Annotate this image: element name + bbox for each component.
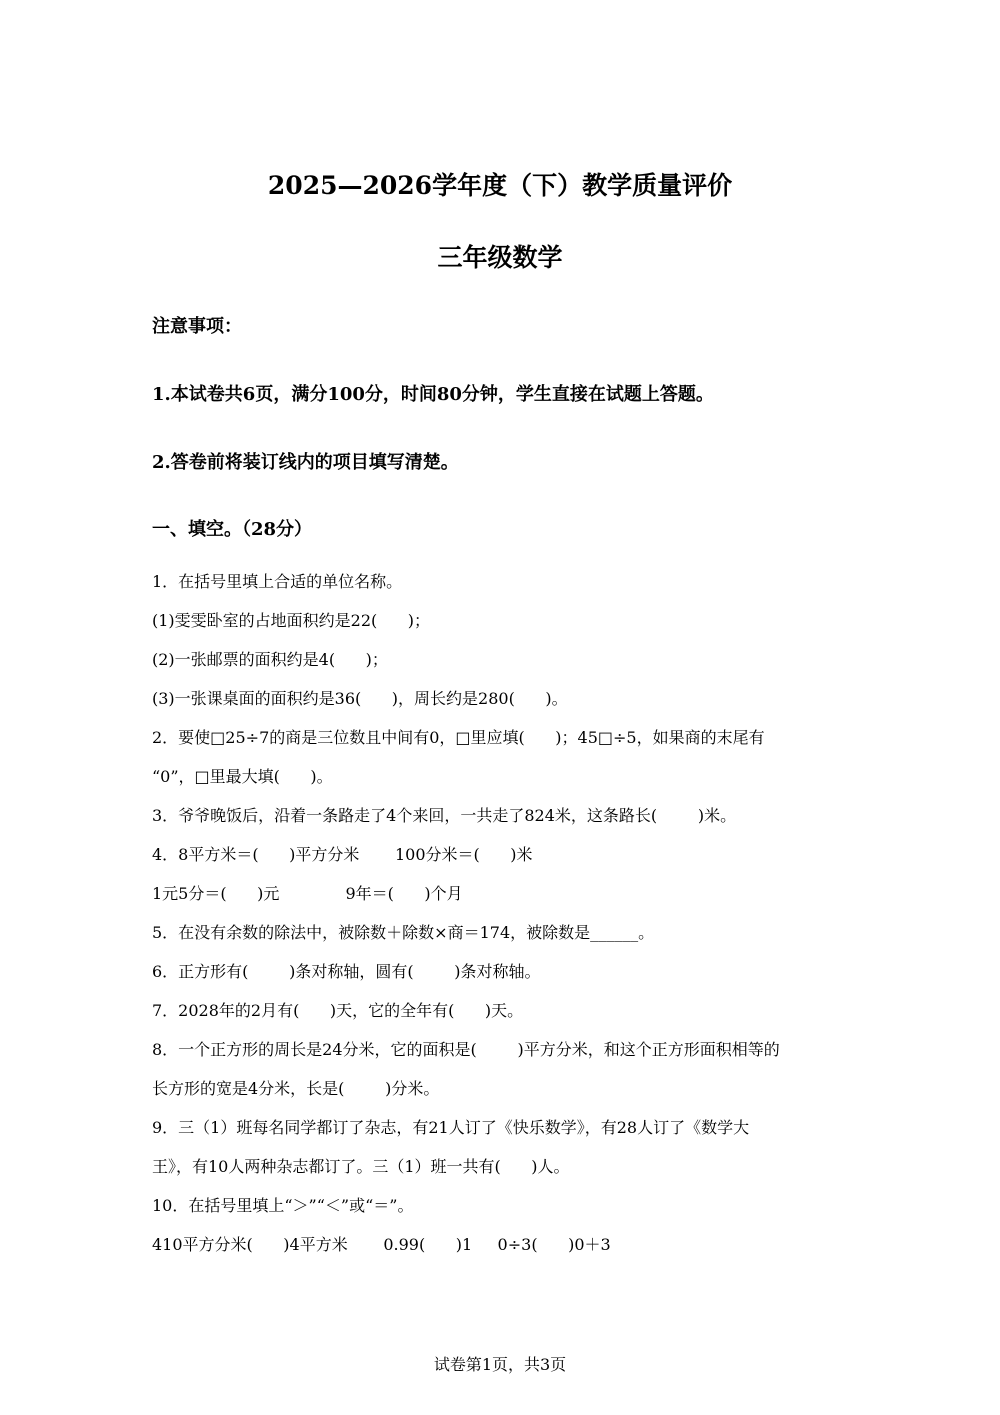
question-line: (1)雯雯卧室的占地面积约是22( )； <box>152 611 431 630</box>
exam-title: 2025—2026学年度（下）教学质量评价 <box>267 171 733 200</box>
question-line: 6．正方形有( )条对称轴，圆有( )条对称轴。 <box>152 962 541 981</box>
question-line: 1．在括号里填上合适的单位名称。 <box>152 572 403 591</box>
question-line: 3．爷爷晚饭后，沿着一条路走了4个来回，一共走了824米，这条路长( )米。 <box>152 806 737 825</box>
question-line: (2)一张邮票的面积约是4( )； <box>152 650 388 669</box>
question-line: 长方形的宽是4分米，长是( )分米。 <box>152 1079 440 1098</box>
question-line: 1元5分＝( )元 9年＝( )个月 <box>152 884 463 903</box>
question-line: 8．一个正方形的周长是24分米，它的面积是( )平方分米，和这个正方形面积相等的 <box>152 1040 780 1059</box>
question-line: 5．在没有余数的除法中，被除数＋除数×商＝174，被除数是______。 <box>152 923 655 942</box>
question-line: 王》，有10人两种杂志都订了。三（1）班一共有( )人。 <box>152 1157 570 1176</box>
question-line: 4．8平方米＝( )平方分米 100分米＝( )米 <box>152 845 533 864</box>
notice-item-1: 1.本试卷共6页，满分100分，时间80分钟，学生直接在试题上答题。 <box>152 384 714 405</box>
notice-heading: 注意事项： <box>152 316 242 337</box>
question-line: 2．要使□25÷7的商是三位数且中间有0，□里应填( )；45□÷5，如果商的末尾有 <box>152 728 765 747</box>
exam-subtitle: 三年级数学 <box>437 243 563 272</box>
question-line: (3)一张课桌面的面积约是36( )，周长约是280( )。 <box>152 689 568 708</box>
section-heading: 一、填空。（28分） <box>152 519 313 540</box>
question-line: 7．2028年的2月有( )天，它的全年有( )天。 <box>152 1001 524 1020</box>
page-footer: 试卷第1页，共3页 <box>433 1355 567 1374</box>
question-line: 10．在括号里填上“＞”“＜”或“＝”。 <box>152 1196 414 1215</box>
question-line: 9．三（1）班每名同学都订了杂志，有21人订了《快乐数学》，有28人订了《数学大 <box>152 1118 750 1137</box>
question-line: “0”，□里最大填( )。 <box>152 767 333 786</box>
question-line: 410平方分米( )4平方米 0.99( )1 0÷3( )0＋3 <box>152 1235 611 1254</box>
notice-item-2: 2.答卷前将装订线内的项目填写清楚。 <box>152 452 459 473</box>
